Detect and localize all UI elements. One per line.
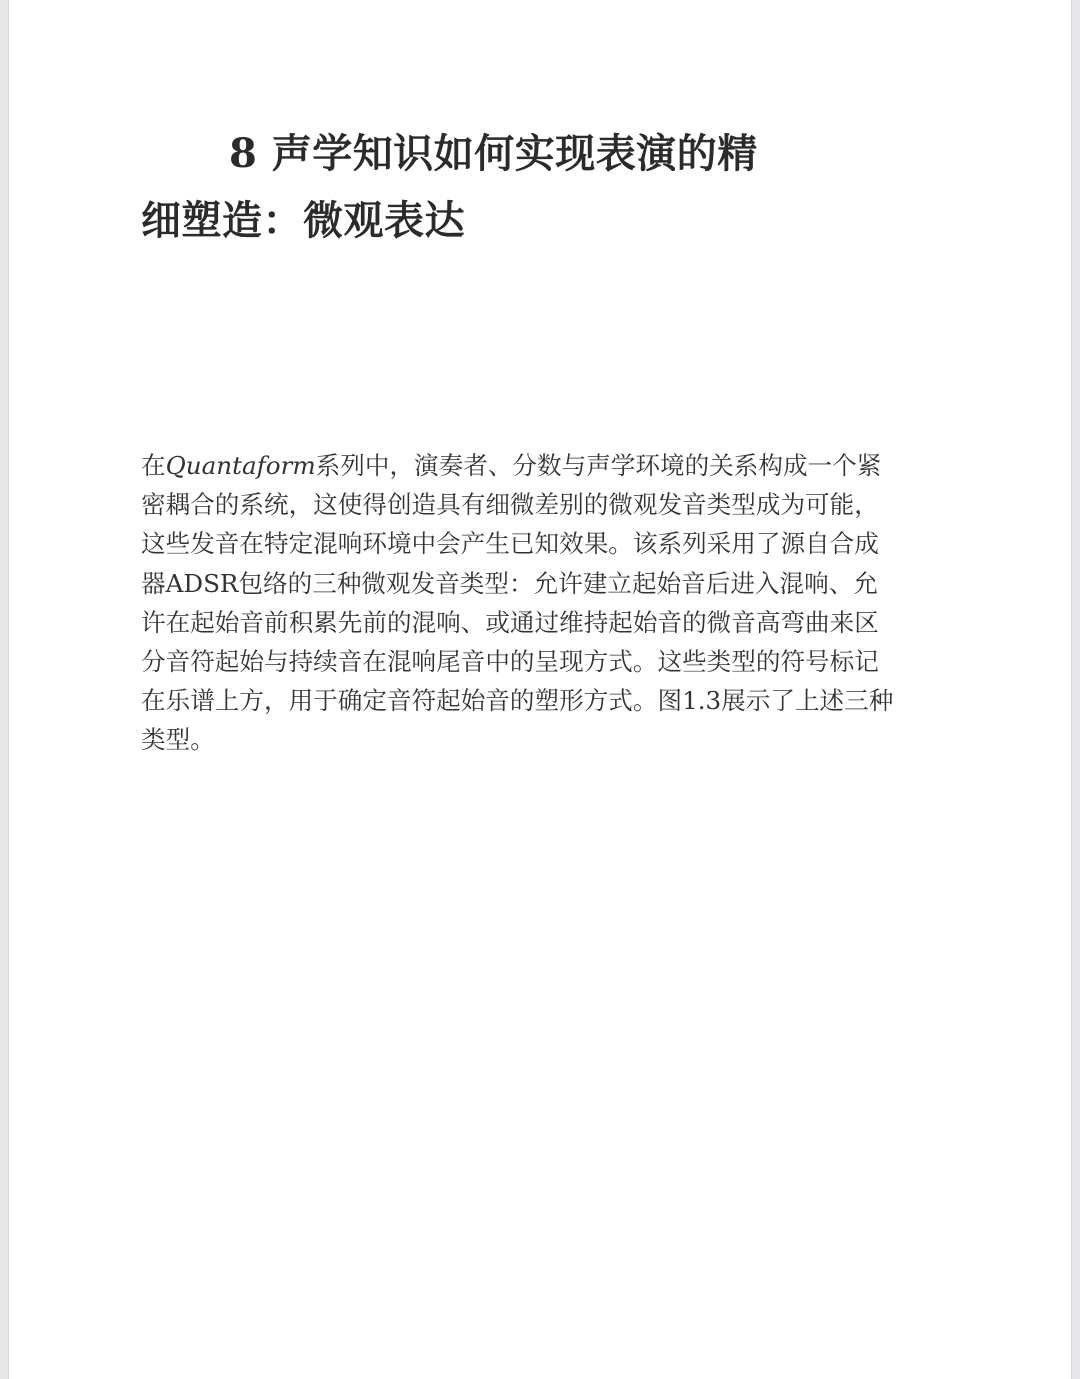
series-name-italic: Quantaform bbox=[165, 451, 316, 480]
chapter-title-line-1: 8 声学知识如何实现表演的精 bbox=[229, 130, 758, 177]
document-page bbox=[8, 0, 1072, 1379]
paragraph-line-5: 许在起始音前积累先前的混响、或通过维持起始音的微音高弯曲来区 bbox=[141, 607, 879, 637]
paragraph-line-6: 分音符起始与持续音在混响尾音中的呈现方式。这些类型的符号标记 bbox=[141, 647, 879, 677]
body-paragraph bbox=[141, 446, 941, 760]
chapter-title-line-2: 细塑造：微观表达 bbox=[141, 197, 465, 244]
chapter-title bbox=[141, 120, 941, 254]
paragraph-line-7: 在乐谱上方，用于确定音符起始音的塑形方式。图1.3展示了上述三种 bbox=[141, 686, 894, 716]
paragraph-line-4: 器ADSR包络的三种微观发音类型：允许建立起始音后进入混响、允 bbox=[141, 568, 878, 598]
paragraph-line-1: 在Quantaform系列中，演奏者、分数与声学环境的关系构成一个紧 bbox=[141, 451, 882, 480]
paragraph-line-8: 类型。 bbox=[141, 725, 215, 755]
paragraph-line-2: 密耦合的系统，这使得创造具有细微差别的微观发音类型成为可能， bbox=[141, 490, 879, 520]
paragraph-line-3: 这些发音在特定混响环境中会产生已知效果。该系列采用了源自合成 bbox=[141, 529, 879, 559]
